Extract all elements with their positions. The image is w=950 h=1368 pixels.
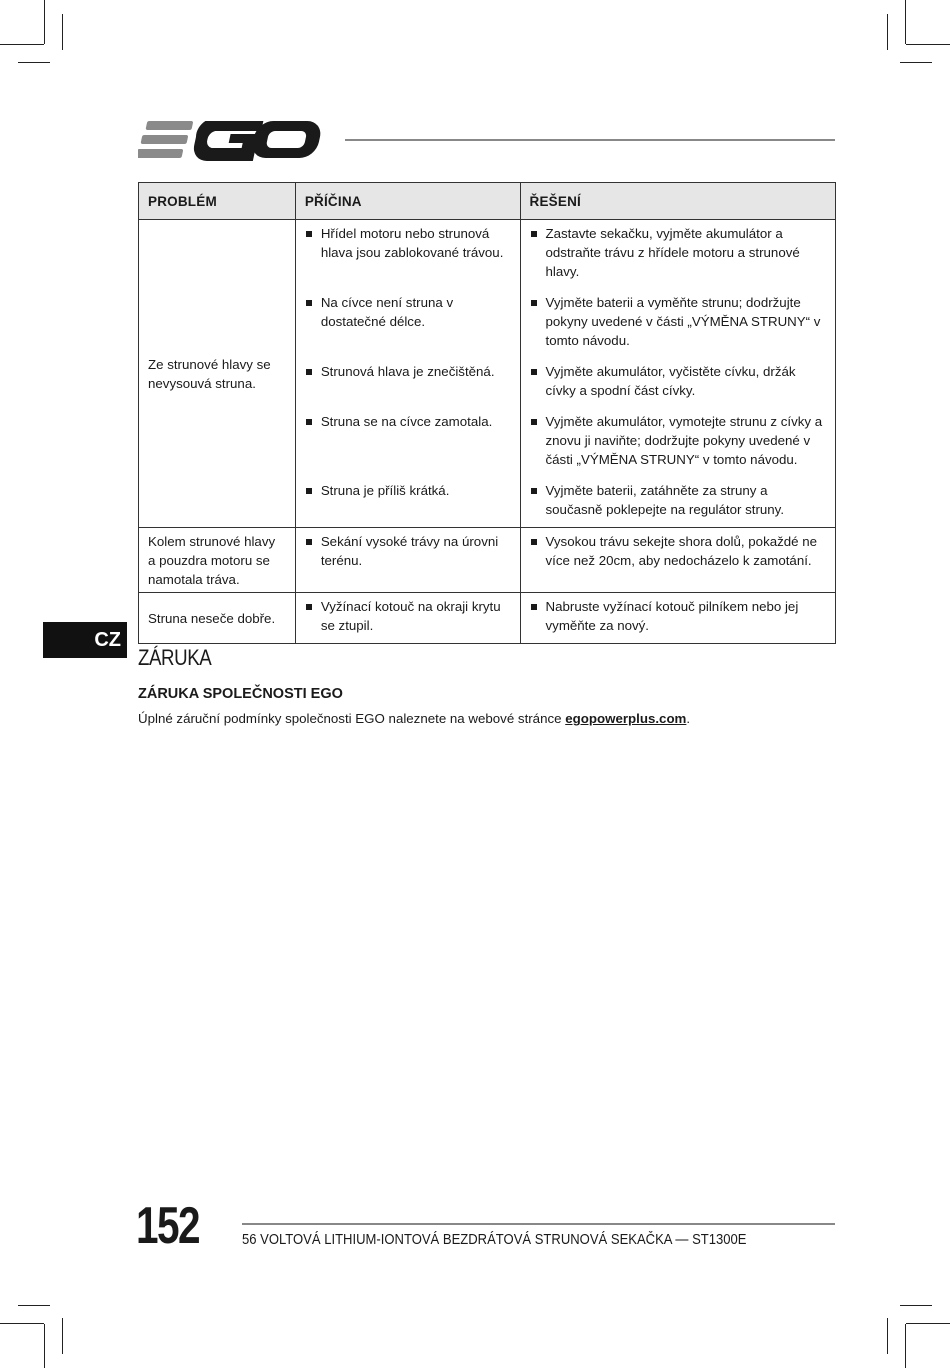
problem-cell: Struna neseče dobře. [139, 593, 296, 644]
solution-item: Vyjměte baterii a vyměňte strunu; dodržujte pokyny uvedené v části „VÝMĚNA STRUNY“ v tomto návodu. [530, 293, 826, 350]
crop-mark [44, 0, 45, 44]
troubleshooting-table [138, 182, 836, 644]
footer-rule [242, 1223, 835, 1225]
table-header-row [139, 183, 836, 220]
page-number: 152 [136, 1197, 199, 1255]
cause-item: Struna je příliš krátká. [305, 481, 511, 500]
section-title: ZÁRUKA [138, 645, 212, 670]
crop-mark [900, 1305, 932, 1306]
table-row [139, 593, 836, 644]
cause-item: Sekání vysoké trávy na úrovni terénu. [305, 532, 511, 570]
crop-mark [62, 14, 63, 50]
problem-cell: Kolem strunové hlavy a pouzdra motoru se namotala tráva. [139, 528, 296, 593]
table-row [139, 220, 836, 290]
crop-mark [0, 44, 44, 45]
solution-item: Vysokou trávu sekejte shora dolů, pokaždé ne více než 20cm, aby nedocházelo k zamotání. [530, 532, 826, 570]
crop-mark [905, 1324, 906, 1368]
crop-mark [18, 62, 50, 63]
cause-item: Strunová hlava je znečištěná. [305, 362, 511, 381]
crop-mark [62, 1318, 63, 1354]
header-problem: PROBLÉM [139, 183, 296, 220]
crop-mark [0, 1323, 44, 1324]
crop-mark [887, 1318, 888, 1354]
cause-item: Na cívce není struna v dostatečné délce. [305, 293, 511, 331]
header-cause: PŘÍČINA [295, 183, 520, 220]
crop-mark [18, 1305, 50, 1306]
cause-item: Hřídel motoru nebo strunová hlava jsou zablokované trávou. [305, 224, 511, 262]
warranty-link[interactable]: egopowerplus.com [565, 711, 687, 726]
table-row [139, 528, 836, 593]
solution-item: Vyjměte akumulátor, vyčistěte cívku, držák cívky a spodní část cívky. [530, 362, 826, 400]
solution-item: Vyjměte akumulátor, vymotejte strunu z cívky a znovu ji naviňte; dodržujte pokyny uvedené v části „VÝMĚNA STRUNY“ v tomto návodu. [530, 412, 826, 469]
warranty-text-end: . [686, 711, 691, 726]
solution-item: Zastavte sekačku, vyjměte akumulátor a odstraňte trávu z hřídele motoru a strunové hlavy. [530, 224, 826, 281]
section-subtitle: ZÁRUKA SPOLEČNOSTI EGO [138, 686, 343, 702]
header-solution: ŘEŠENÍ [520, 183, 835, 220]
footer-title: 56 VOLTOVÁ LITHIUM-IONTOVÁ BEZDRÁTOVÁ STRUNOVÁ SEKAČKA — ST1300E [242, 1232, 747, 1248]
solution-item: Nabruste vyžínací kotouč pilníkem nebo jej vyměňte za nový. [530, 597, 826, 635]
crop-mark [887, 14, 888, 50]
header-rule [345, 139, 835, 141]
warranty-text [138, 711, 690, 726]
solution-item: Vyjměte baterii, zatáhněte za struny a současně poklepejte na regulátor struny. [530, 481, 826, 519]
ego-logo [138, 118, 328, 162]
cause-item: Vyžínací kotouč na okraji krytu se ztupil. [305, 597, 511, 635]
crop-mark [900, 62, 932, 63]
cause-item: Struna se na cívce zamotala. [305, 412, 511, 431]
crop-mark [44, 1324, 45, 1368]
crop-mark [906, 44, 950, 45]
language-tab: CZ [43, 622, 127, 658]
crop-mark [906, 1323, 950, 1324]
crop-mark [905, 0, 906, 44]
warranty-text-body: Úplné záruční podmínky společnosti EGO naleznete na webové stránce [138, 711, 566, 726]
problem-cell: Ze strunové hlavy se nevysouvá struna. [139, 220, 296, 528]
